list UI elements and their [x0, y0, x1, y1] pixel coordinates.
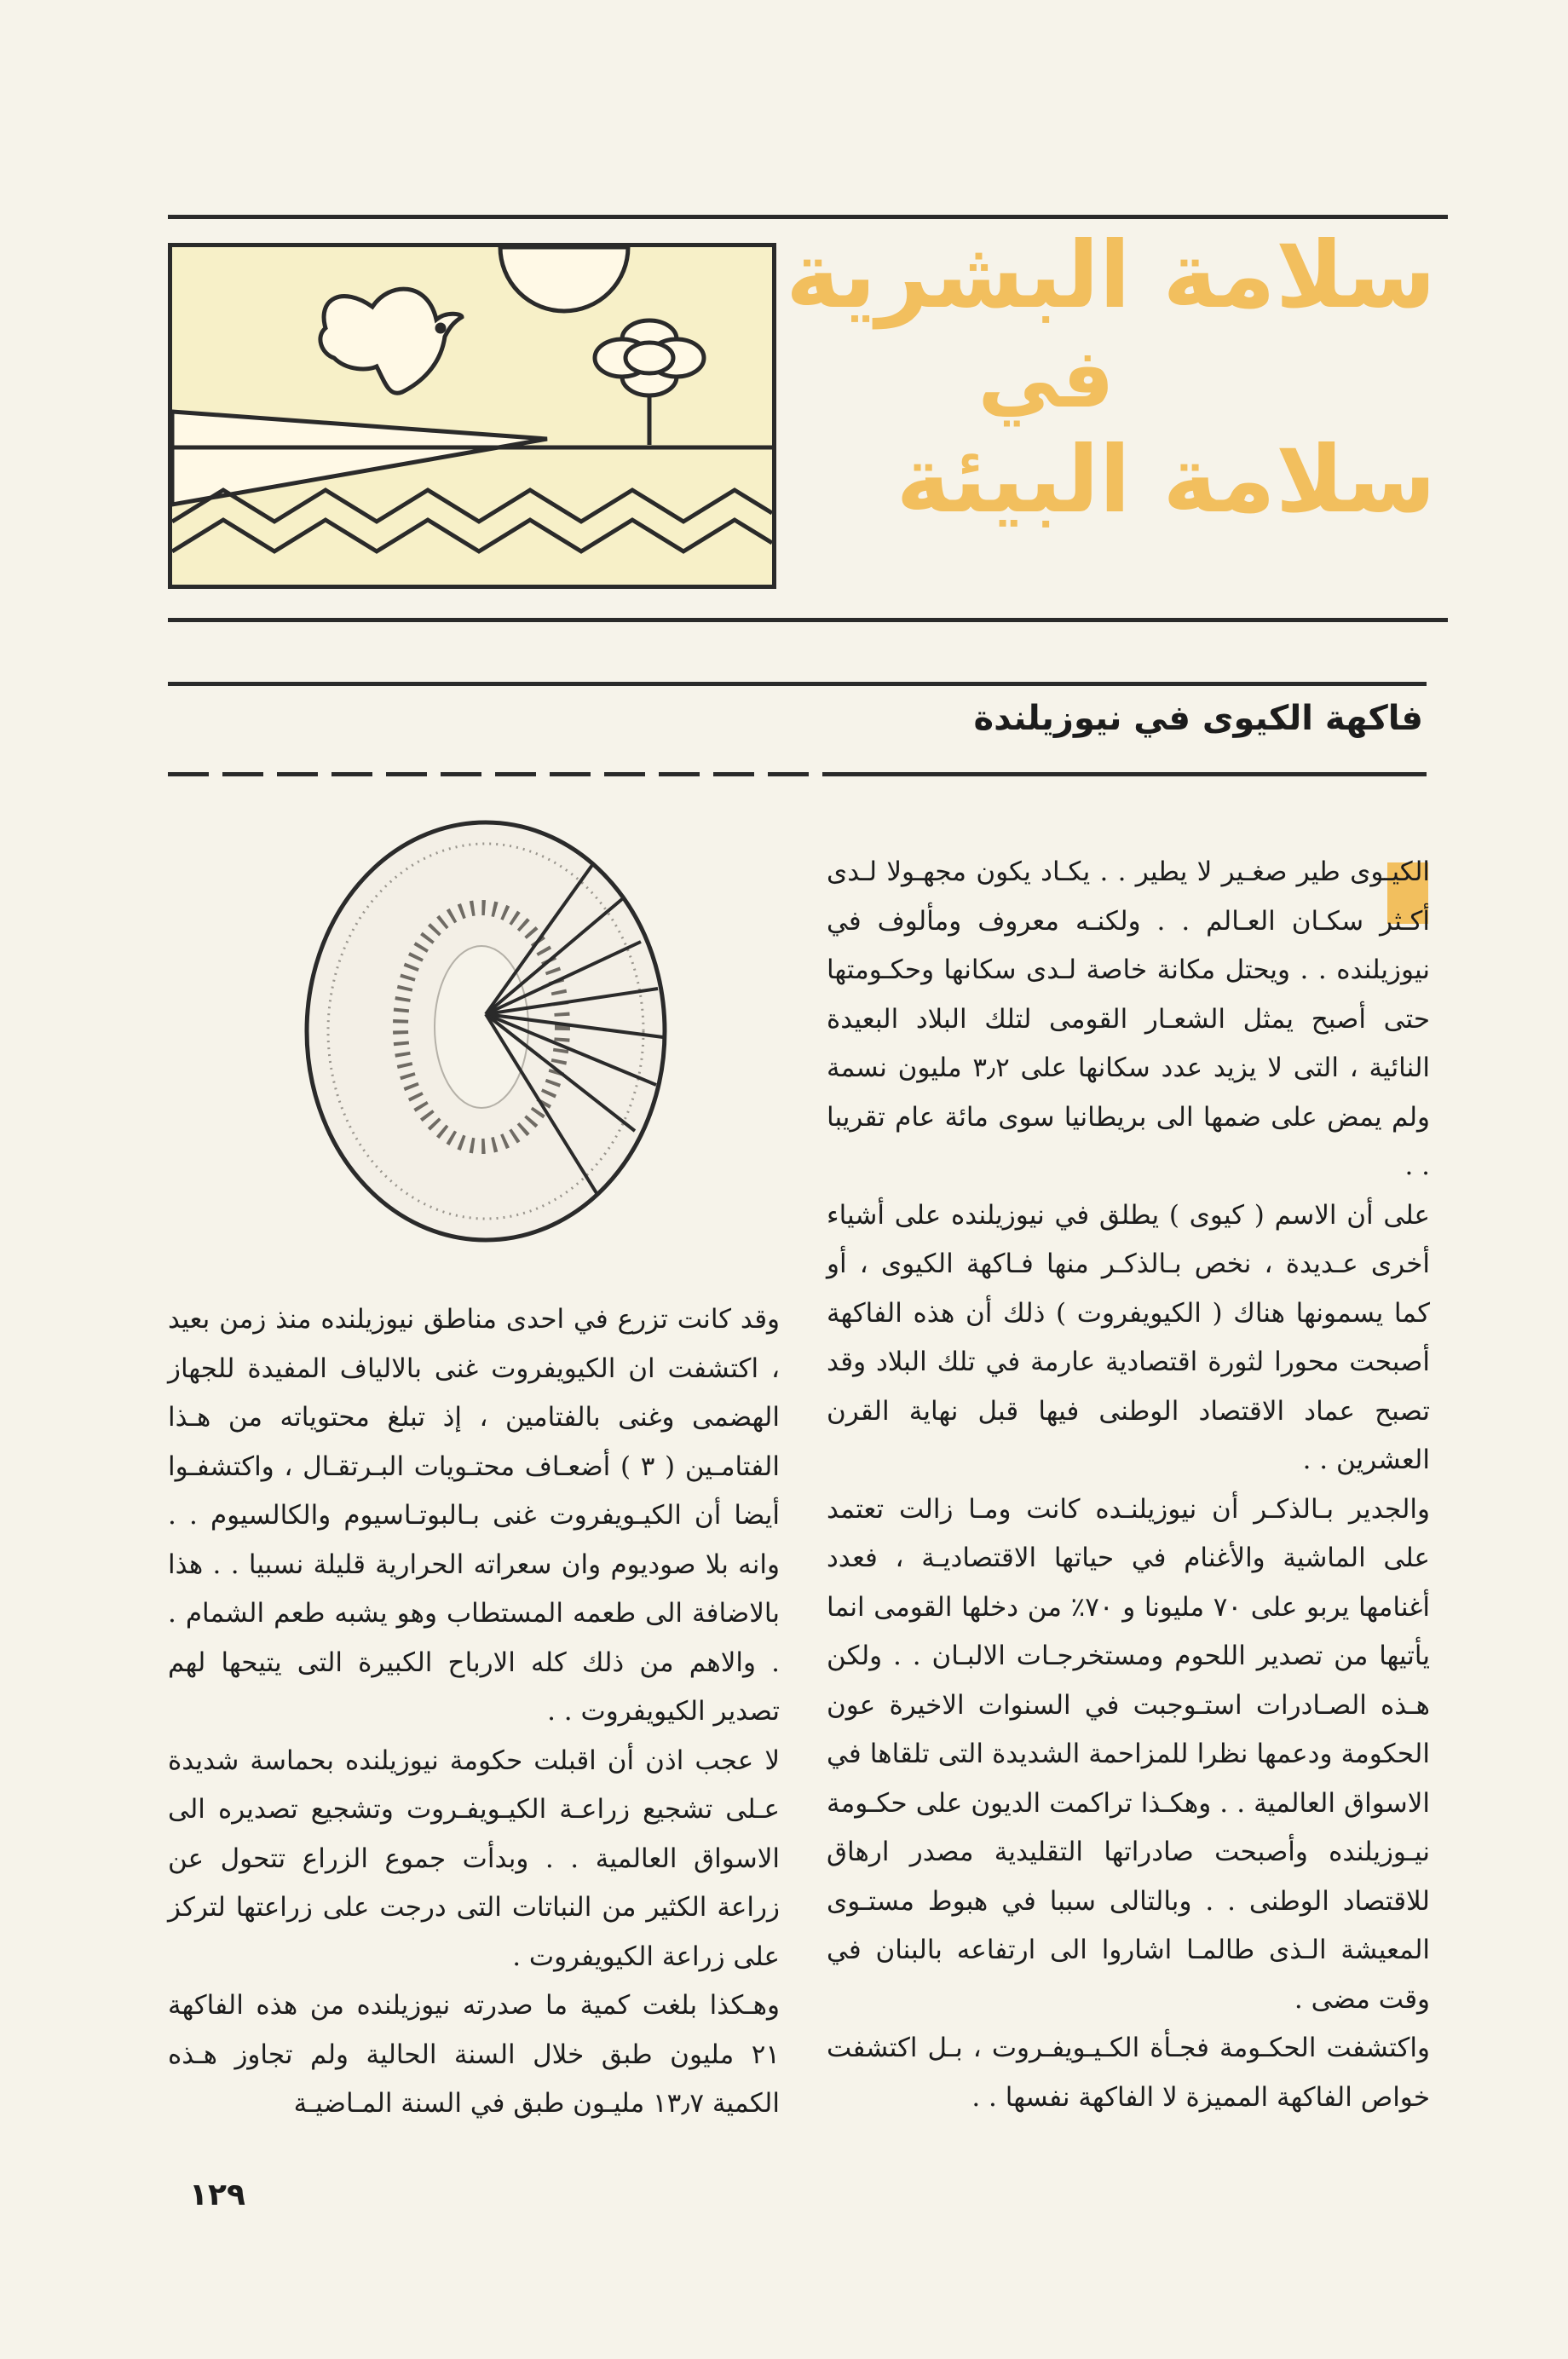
top-rule — [168, 215, 1448, 219]
paragraph: لا عجب اذن أن اقبلت حكومة نيوزيلنده بحماسة شديدة عـلى تشجيع زراعـة الكيـويفـروت وتشجيع تصديره الى الاسواق العالمية . . وبدأت جموع الزراع تتحول عن زراعة الكثير من النباتات التى درجت على زراعتها لتركز على زراعة الكيويفروت . — [168, 1745, 780, 1972]
flower-tree-icon — [595, 320, 704, 445]
sun-icon — [500, 247, 628, 311]
paragraph: واكتشفت الحكـومة فجـأة الكـيـويفـروت ، بـل اكتشفت خواص الفاكهة المميزة لا الفاكهة نفسها . . — [827, 2033, 1430, 2113]
page-number: ١٢٩ — [189, 2177, 245, 2212]
article-headline: فاكهة الكيوى في نيوزيلندة — [973, 699, 1423, 738]
headline-top-rule — [168, 682, 1427, 686]
banner-bottom-rule — [168, 618, 1448, 622]
article-column-right — [827, 848, 1430, 2122]
paragraph: الكيـوى طير صغـير لا يطير . . يكـاد يكون مجهـولا لـدى أكـثر سكـان العـالم . . ولكنـه معروف ومألوف في نيوزيلنده . . ويحتل مكانة خاصة لـدى سكانها وحكـومتها حتى أصبح يمثل الشعـار القومى لتلك البلاد البعيدة النائية ، التى لا يزيد عدد سكانها على ٣٫٢ مليون نسمة ولم يمض على ضمها الى بريطانيا سوى مائة عام تقريبا . . — [827, 857, 1430, 1181]
bird-icon — [320, 289, 462, 393]
paragraph: وهـكذا بلغت كمية ما صدرته نيوزيلنده من هذه الفاكهة ٢١ مليون طبق خلال السنة الحالية ولم تجاوز هـذه الكمية ١٣٫٧ مليـون طبق في السنة المـاضيـة — [168, 1990, 780, 2119]
title-line-1: سلامة البشرية — [786, 222, 1436, 329]
section-title — [786, 222, 1436, 597]
paragraph: وقد كانت تزرع في احدى مناطق نيوزيلنده منذ زمن بعيد ، اكتشفت ان الكيويفروت غنى بالالياف المفيدة للجهاز الهضمى وغنى بالفتامين ، إذ تبلغ محتوياته من هـذا الفتامـين ( ٣ ) أضعـاف محتـويات البـرتقـال ، واكتشفـوا أيضا أن الكيـويفروت غنى بـالبوتـاسيوم والكالسيوم . . وانه بلا صوديوم وان سعراته الحرارية قليلة نسبيا . . هذا بالاضافة الى طعمه المستطاب وهو يشبه طعم الشمام . . والاهم من ذلك كله الارباح الكبيرة التى يتيحها لهم تصدير الكيويفروت . . — [168, 1304, 780, 1727]
paragraph: والجدير بـالذكـر أن نيوزيلنـده كانت ومـا زالت تعتمد على الماشية والأغنام في حياتها الاقتصاديـة ، فعدد أغنامها يربو على ٧٠ مليونا و ٧٠٪ من دخلها القومى انما يأتيها من تصدير اللحوم ومستخرجـات الالبـان . . ولكن هـذه الصـادرات استـوجبت في السنوات الاخيرة عون الحكومة ودعمها نظرا للمزاحمة الشديدة التى تلقاها في الاسواق العالمية . . وهكـذا تراكمت الديون على حكـومة نيـوزيلنده وأصبحت صادراتها التقليدية مصدر ارهاق للاقتصاد الوطنى . . وبالتالى سببا في هبوط مستـوى المعيشة الـذى طالمـا اشاروا الى ارتفاعه بالبنان في وقت مضى . — [827, 1493, 1431, 2015]
dashed-rule — [168, 772, 1427, 776]
kiwi-fruit-illustration — [290, 814, 682, 1249]
title-line-2: في — [977, 331, 1115, 426]
paragraph: على أن الاسم ( كيوى ) يطلق في نيوزيلنده على أشياء أخرى عـديدة ، نخص بـالذكـر منها فـاكهة الكيوى ، أو كما يسمونها هناك ( الكيويفروت ) ذلك أن هذه الفاكهة أصبحت محورا لثورة اقتصادية عارمة في تلك البلاد وقد تصبح عماد الاقتصاد الوطنى فيها قبل نهاية القرن العشرين . . — [827, 1199, 1430, 1475]
banner-illustration — [168, 243, 776, 589]
wave-zigzag-bottom — [172, 520, 772, 551]
title-line-3: سلامة البيئة — [896, 427, 1436, 534]
article-column-left — [168, 1295, 780, 2129]
wave-zigzag-top — [172, 490, 772, 522]
hill-shape — [172, 412, 547, 505]
